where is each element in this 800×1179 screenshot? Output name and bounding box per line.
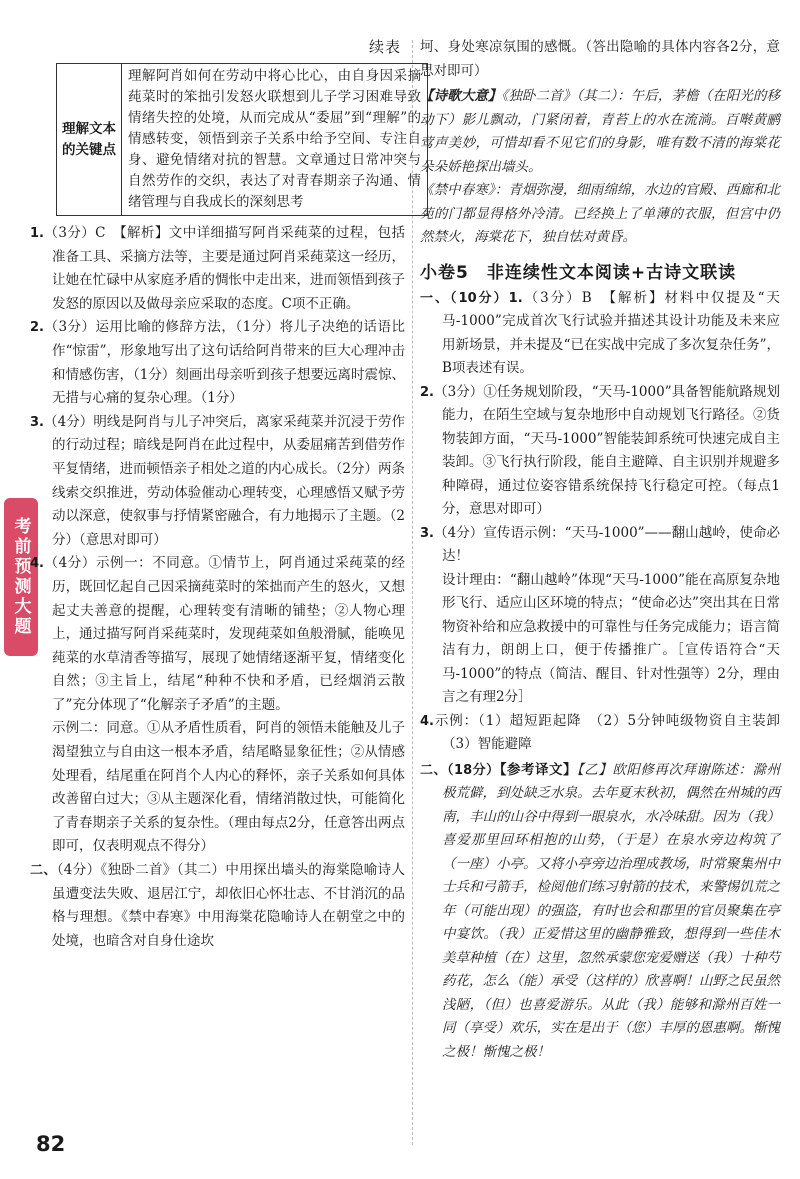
answer-text: （4分）明线是阿肖与儿子冲突后，离家采莼菜并沉浸于劳作的行动过程；暗线是阿肖在此过程中，从委屈痛苦到借劳作平复情绪，进而顿悟亲子相处之道的内心成长。（2分）两条线索交织推进，劳动体验催动心理转变，心理感悟又赋予劳动以深意，使叙事与抒情紧密融合，有力地揭示了主题。（2分）（意思对即可）: [43, 413, 405, 548]
answer-item-4: [30, 552, 405, 717]
s1-item-2: [420, 381, 780, 522]
answer-text: （4分）示例一：不同意。①情节上，阿肖通过采莼菜的经历，既回忆起自己因采摘莼菜时的笨拙而产生的怒火，又想起丈夫善意的提醒，心理转变有清晰的铺垫；②人物心理上，通过描写阿肖采莼菜时，发现莼菜如鱼般滑腻，能唤见莼菜的水草清香等描写，展现了她情绪逐渐平复，情绪变化自然；③主旨上，结尾“种种不快和矛盾，已经烟消云散了”充分体现了“化解亲子矛盾”的主题。: [43, 555, 405, 713]
item-number: 4.: [420, 713, 434, 729]
answer-item-2: [30, 316, 405, 410]
answer-text: （4分）《独卧二首》（其二）中用探出墙头的海棠隐喻诗人虽遭变法失败、退居江宁，却依旧心怀壮志、不甘消沉的品格与理想。《禁中春寒》中用海棠花隐喻诗人在朝堂之中的处境，也暗含对自身仕途坎: [52, 862, 405, 949]
answer-item-4-example2: [30, 717, 405, 859]
s2-translation: [420, 759, 780, 1065]
item-number: 1.: [508, 290, 523, 306]
item-number: 3.: [30, 414, 44, 430]
left-column: [30, 36, 421, 953]
item-number: 4.: [30, 556, 44, 572]
page-number: 82: [36, 1132, 66, 1156]
right-column: [420, 36, 794, 1064]
translation-text: 【乙】欧阳修再次拜谢陈述：滁州极荒僻，到处缺乏水泉。去年夏末秋初，偶然在州城的西南，丰山的山谷中得到一眼泉水，水冷味甜。因为（我）喜爱那里回环相抱的山势，（于是）在泉水旁边构筑了（一座）小亭。又将小亭旁边治理成教场，时常聚集州中士兵和弓箭手，检阅他们练习射箭的技术，来警惕饥荒之年（可能出现）的强盗，有时也会和郡里的官员聚集在亭中宴饮。（我）正爱惜这里的幽静雅致，想得到一些佳木美草种植（在）这里，忽然承蒙您宠爱赠送（我）十种芍药花，怎么（能）承受（这样的）欣喜啊！山野之民虽然浅陋，（但）也喜爱游乐。从此（我）能够和滁州百姓一同（享受）欢乐，实在是出于（您）丰厚的恩惠啊。惭愧之极！惭愧之极！: [442, 761, 780, 1060]
answer-text: （4分）宣传语示例：“天马-1000”——翻山越岭，使命必达！: [433, 524, 780, 564]
item-number: 二、: [30, 863, 57, 879]
side-tab-label: 考前预测大题: [4, 498, 38, 656]
table-body-cell: 理解阿肖如何在劳动中将心比心，由自身因采摘莼菜时的笨拙引发怒火联想到儿子学习困难导致情绪失控的处境，从而完成从“委屈”到“理解”的情感转变，领悟到亲子关系中给予空间、专注自身、避免情绪对抗的智慧。文章通过日常冲突与自然劳作的交织，表达了对青春期亲子沟通、情绪管理与自我成长的深刻思考: [122, 64, 428, 216]
poem-meaning-tag: 【诗歌大意】: [420, 88, 502, 104]
table-continued-label: 续表: [368, 38, 401, 56]
table-header-cell: 理解文本的关键点: [57, 64, 122, 216]
s1-item-4: [420, 710, 794, 757]
poem-meaning: [420, 85, 780, 179]
section-prefix: 一、（10分）: [420, 290, 509, 306]
section-prefix: 二、（18分）: [420, 762, 500, 778]
s1-item-3-reason: 设计理由：“翻山越岭”体现“天马-1000”能在高原复杂地形飞行、适应山区环境的特点；“使命必达”突出其在日常物资补给和应急救援中的可靠性与任务完成能力；语言简洁有力，朗朗上口，便于传播推广。［宣传语符合“天马-1000”的特点（简洁、醒目、针对性强等）2分，理由言之有理2分］: [442, 571, 780, 705]
item-number: 2.: [420, 384, 434, 400]
answer-text: 示例二：同意。①从矛盾性质看，阿肖的领悟未能触及儿子渴望独立与自由这一根本矛盾，结尾略显象征性；②从情感处理看，结尾重在阿肖个人内心的释怀，亲子关系如何具体改善留白过大；③从主题深化看，情绪消散过快，可能简化了青春期亲子关系的复杂性。（理由每点2分，任意答出两点即可，仅表明观点不得分）: [52, 720, 405, 855]
poem-meaning-2: 《禁中春寒》：青烟弥漫，细雨绵绵，水边的官殿、西廊和北苑的门都显得格外冷清。已经换上了单薄的衣服，但宫中仍然禁火，海棠花下，独自怯对黄昏。: [420, 182, 780, 245]
answer-text: （3分）①任务规划阶段，“天马-1000”具备智能航路规划能力，在陌生空域与复杂地形中自动规划飞行路径。②货物装卸方面，“天马-1000”智能装卸系统可快速完成自主装卸。③飞行执行阶段，能自主避障、自主识别并规避多种障碍，通过位姿容错系统保持飞行稳定可控。（每点1分，意思对即可）: [433, 383, 780, 517]
s1-item-3: [420, 522, 780, 569]
section-title: 小卷5 非连续性文本阅读+古诗文联读: [420, 262, 737, 283]
answer-item-3: [30, 411, 405, 553]
poem-meaning-text-1: 《独卧二首》（其二）：午后，茅檐（在阳光的移动下）影儿飘动，门紧闭着，青苔上的水在流淌。百啭黄鹂莺声美妙，可惜却看不见它们的身影，唯有数不清的海棠花朵朵娇艳探出墙头。: [420, 88, 780, 175]
answer-item-poem: [30, 859, 405, 953]
answer-text: （3分）C 【解析】文中详细描写阿肖采莼菜的过程，包括准备工具、采摘方法等，主要是通过阿肖采莼菜这一经历，让她在忙碌中从家庭矛盾的惆怅中走出来，进而领悟到孩子发怒的原因以及做母亲应采取的态度。C项不正确。: [43, 225, 405, 312]
answer-text: （3分）B 【解析】材料中仅提及“天马-1000”完成首次飞行试验并描述其设计功能及未来应用新场景，并未提及“已在实战中完成了多次复杂任务”，B项表述有误。: [442, 289, 780, 376]
translation-tag: 【参考译文】: [499, 761, 578, 778]
poem-answer-continued: 坷、身处寒凉氛围的感慨。（答出隐喻的具体内容各2分，意思对即可）: [420, 39, 780, 79]
key-points-table: [56, 63, 428, 216]
answer-text: （3分）运用比喻的修辞方法，（1分）将儿子决绝的话语比作“惊雷”，形象地写出了这句话给阿肖带来的巨大心理冲击和情感伤害，（1分）刻画出母亲听到孩子想要远离时震惊、无措与心痛的复杂心理。（1分）: [43, 319, 405, 407]
item-number: 2.: [30, 320, 44, 336]
s1-item-1: [420, 287, 780, 381]
answer-text: 示例：（1）超短距起降 （2）5分钟吨级物资自主装卸 （3）智能避障: [433, 712, 794, 752]
item-number: 3.: [420, 525, 434, 541]
answer-item-1: [30, 222, 405, 316]
item-number: 1.: [30, 226, 44, 241]
